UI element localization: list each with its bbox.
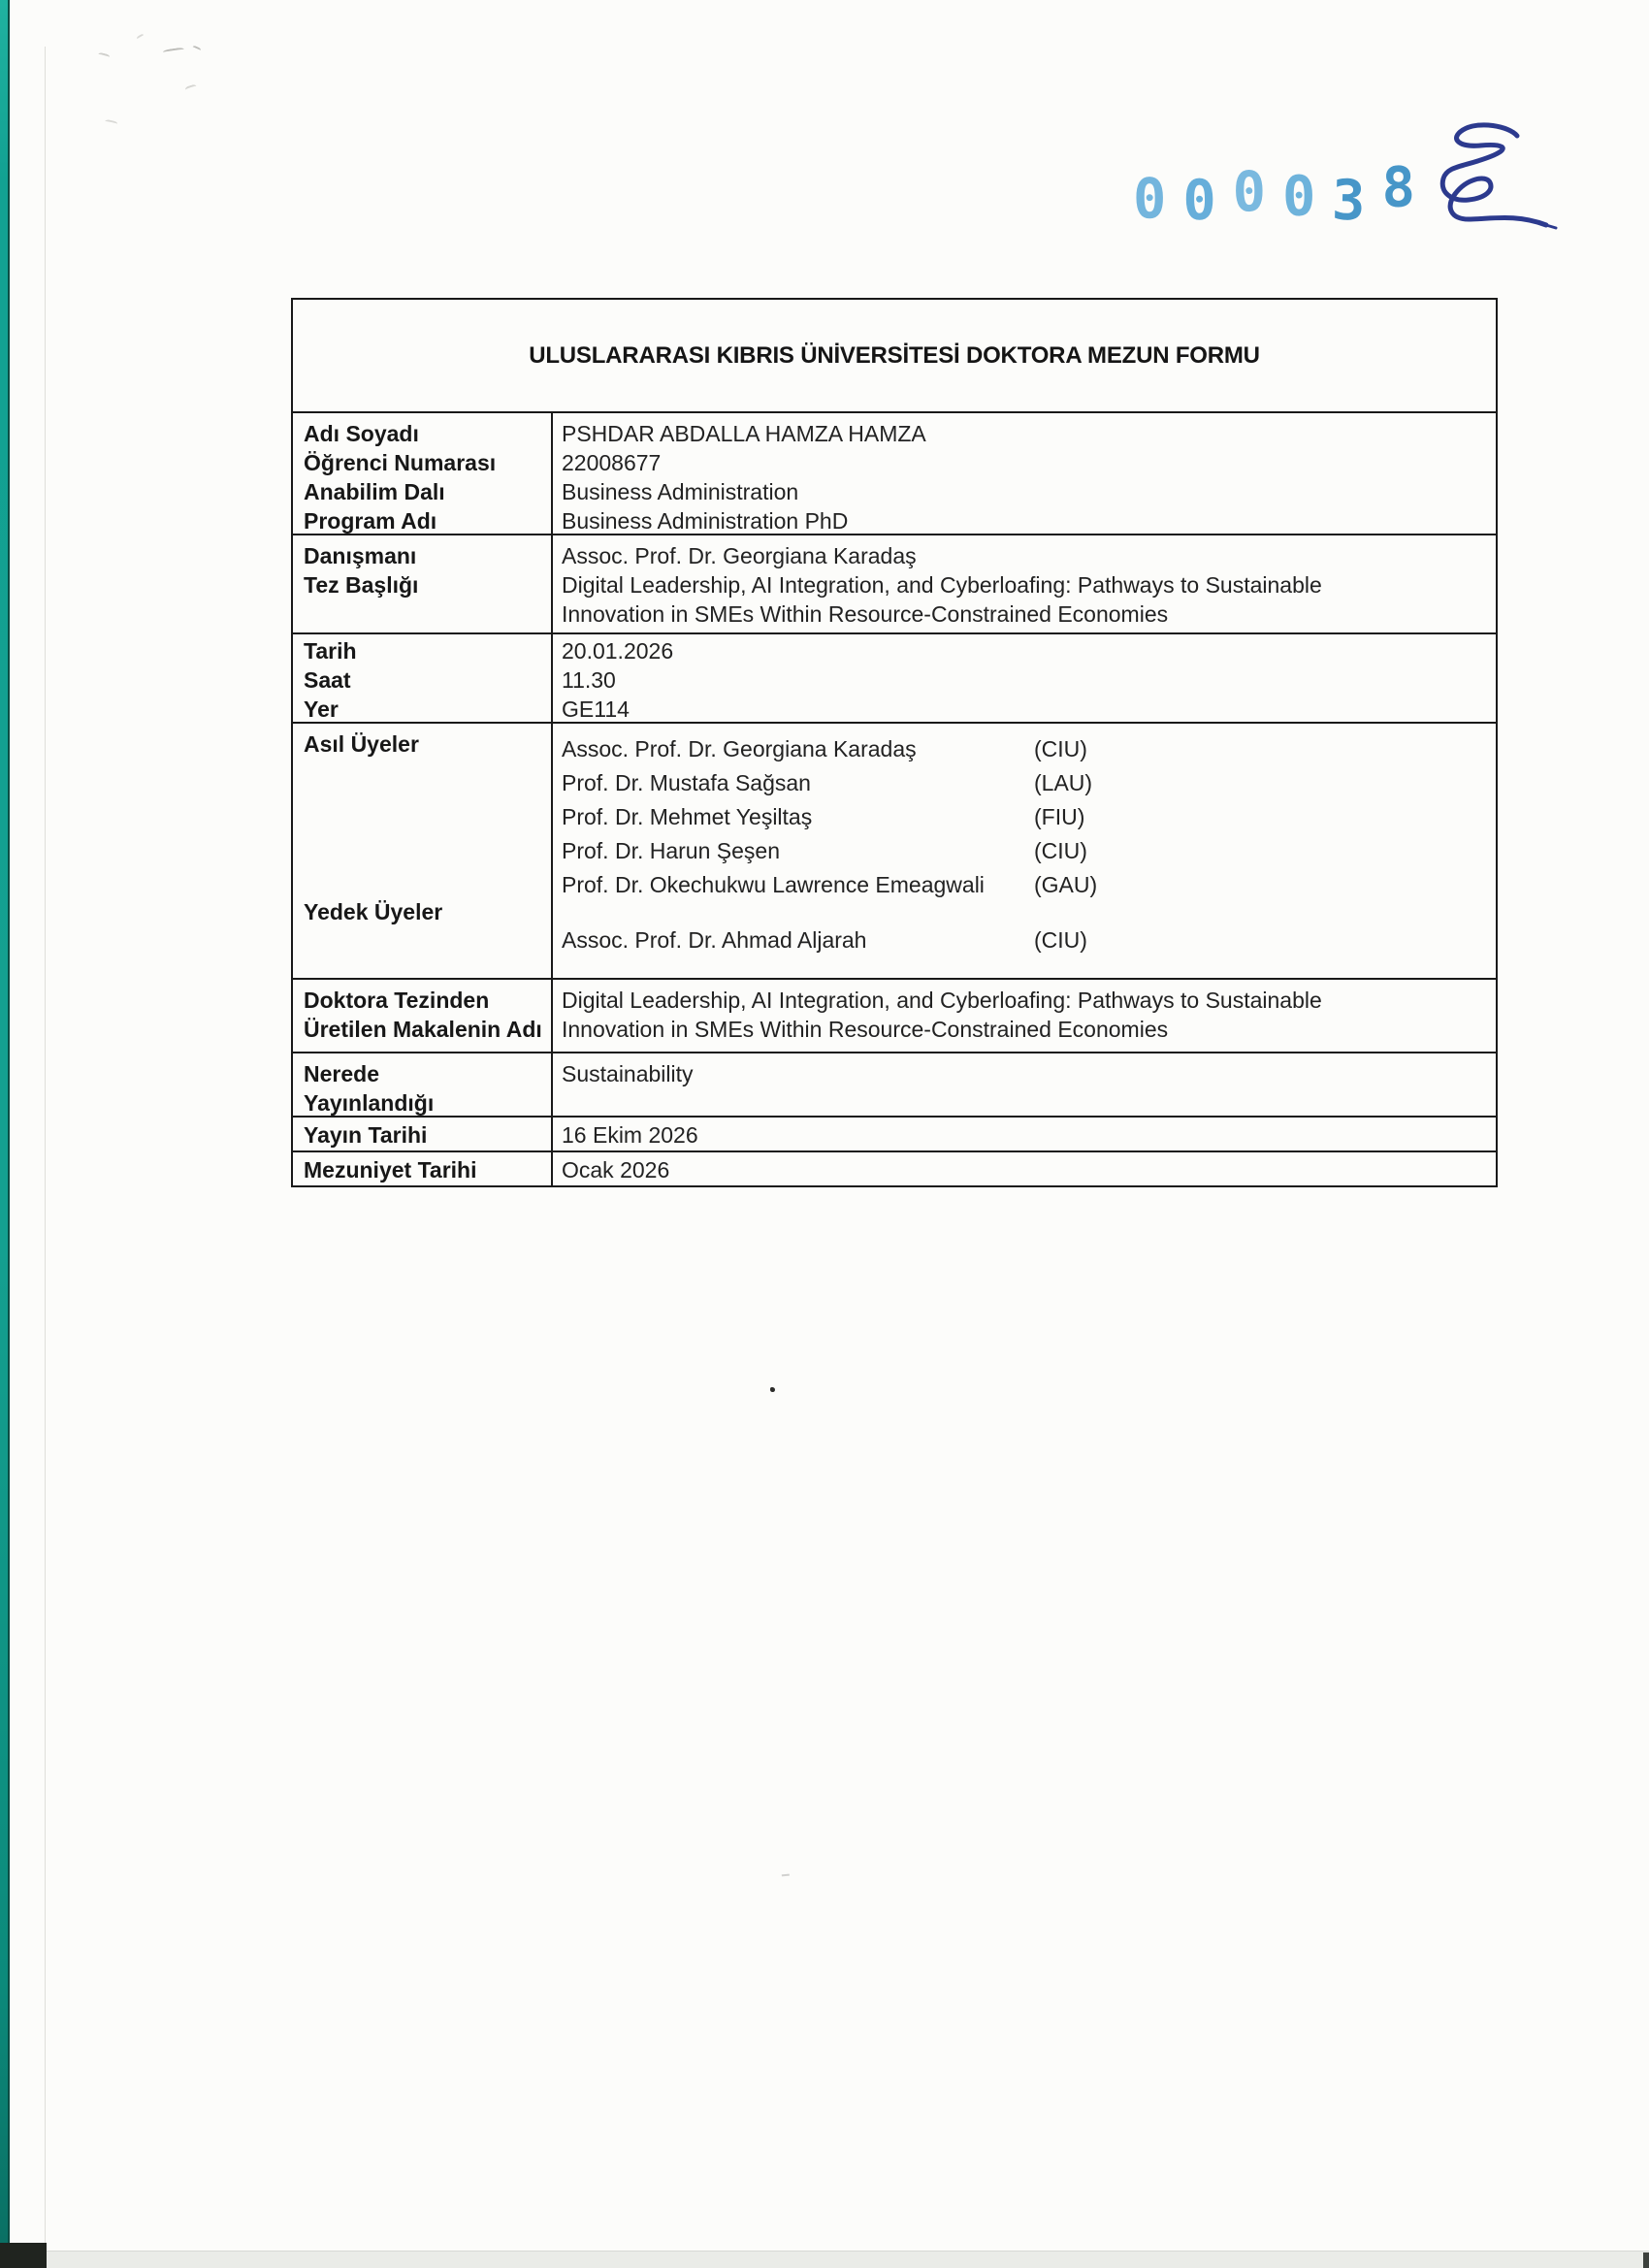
field-label: Saat (304, 667, 351, 693)
field-value: Sustainability (562, 1061, 694, 1086)
member-name: Assoc. Prof. Dr. Ahmad Aljarah (562, 927, 867, 953)
field-label: Nerede (304, 1061, 379, 1086)
committee-member (562, 732, 1488, 766)
pencil-mark (97, 52, 110, 61)
graddate-labels (293, 1152, 553, 1185)
field-label: Danışmanı (304, 543, 417, 568)
pubdate-labels (293, 1118, 553, 1150)
field-value: 22008677 (562, 450, 662, 475)
field-label: Yayınlandığı (304, 1090, 435, 1116)
substitute-member-list (562, 923, 1488, 957)
pencil-mark (163, 47, 185, 55)
field-value: 20.01.2026 (562, 638, 674, 664)
member-affiliation: (CIU) (1034, 927, 1087, 953)
row-published-where (293, 1053, 1496, 1118)
field-label: Tez Başlığı (304, 572, 419, 598)
field-value: PSHDAR ABDALLA HAMZA HAMZA (562, 421, 926, 446)
field-value: Ocak 2026 (562, 1157, 670, 1183)
committee-member-list (562, 732, 1488, 902)
substitute-member (562, 923, 1488, 957)
field-label: Asıl Üyeler (304, 731, 419, 757)
field-value: 11.30 (562, 667, 616, 693)
committee-member (562, 766, 1488, 800)
row-article-title (293, 980, 1496, 1053)
row-publication-date (293, 1118, 1496, 1152)
stamp-number: 000038 (1132, 155, 1433, 234)
field-label: Öğrenci Numarası (304, 450, 497, 475)
pubdate-values (553, 1118, 1496, 1150)
member-affiliation: (LAU) (1034, 770, 1093, 795)
handwritten-signature-icon (1408, 118, 1564, 244)
journal-labels (293, 1053, 553, 1116)
schedule-labels (293, 634, 553, 722)
field-label: Adı Soyadı (304, 421, 419, 446)
pencil-mark (105, 119, 118, 128)
field-label: Tarih (304, 638, 357, 664)
row-defense-schedule (293, 634, 1496, 724)
form-title-row (293, 300, 1496, 413)
pencil-mark (184, 83, 198, 93)
member-name: Prof. Dr. Mustafa Sağsan (562, 770, 811, 795)
ink-speck (770, 1387, 775, 1392)
field-value: Business Administration PhD (562, 508, 849, 534)
graddate-values (553, 1152, 1496, 1185)
field-value: Innovation in SMEs Within Resource-Constrained Economies (562, 1017, 1169, 1042)
advisor-thesis-labels (293, 535, 553, 632)
article-labels (293, 980, 553, 1052)
field-label: Yedek Üyeler (304, 899, 443, 924)
member-affiliation: (GAU) (1034, 872, 1098, 897)
scanner-edge-strip (0, 0, 10, 2252)
identity-values (553, 413, 1496, 534)
field-value: GE114 (562, 697, 630, 722)
pencil-mark (191, 45, 201, 52)
committee-labels (293, 724, 553, 978)
field-value: Business Administration (562, 479, 799, 504)
doctoral-graduate-form-table (291, 298, 1498, 1187)
pencil-mark (136, 33, 145, 41)
committee-member (562, 800, 1488, 834)
paper-edge-line (45, 47, 46, 2247)
scan-artifact-bottom-right (1643, 2252, 1649, 2268)
field-value: Digital Leadership, AI Integration, and Cyberloafing: Pathways to Sustainable (562, 988, 1322, 1013)
row-committee (293, 724, 1496, 980)
field-value: 16 Ekim 2026 (562, 1122, 698, 1148)
member-name: Assoc. Prof. Dr. Georgiana Karadaş (562, 736, 917, 761)
field-label: Doktora Tezinden (304, 988, 490, 1013)
committee-values (553, 724, 1496, 978)
field-value: Assoc. Prof. Dr. Georgiana Karadaş (562, 543, 917, 568)
row-identity (293, 413, 1496, 535)
scanner-corner-shadow (0, 2243, 47, 2268)
field-label: Üretilen Makalenin Adı (304, 1017, 542, 1042)
field-label: Yer (304, 697, 339, 722)
committee-member (562, 834, 1488, 868)
schedule-values (553, 634, 1496, 722)
field-value: Innovation in SMEs Within Resource-Constrained Economies (562, 601, 1169, 627)
field-value: Digital Leadership, AI Integration, and Cyberloafing: Pathways to Sustainable (562, 572, 1322, 598)
row-graduation-date (293, 1152, 1496, 1185)
member-affiliation: (CIU) (1034, 736, 1087, 761)
committee-member (562, 868, 1488, 902)
field-label: Mezuniyet Tarihi (304, 1157, 477, 1183)
journal-values (553, 1053, 1496, 1116)
field-label: Program Adı (304, 508, 437, 534)
advisor-thesis-values (553, 535, 1496, 632)
article-values (553, 980, 1496, 1052)
ink-speck (782, 1874, 790, 1880)
form-title: ULUSLARARASI KIBRIS ÜNİVERSİTESİ DOKTORA MEZUN FORMU (529, 341, 1260, 369)
member-name: Prof. Dr. Okechukwu Lawrence Emeagwali (562, 872, 985, 897)
member-affiliation: (FIU) (1034, 804, 1085, 829)
field-label: Anabilim Dalı (304, 479, 445, 504)
member-name: Prof. Dr. Mehmet Yeşiltaş (562, 804, 813, 829)
identity-labels (293, 413, 553, 534)
row-advisor-thesis (293, 535, 1496, 634)
field-label: Yayın Tarihi (304, 1122, 428, 1148)
scanner-bottom-edge (0, 2251, 1649, 2268)
member-name: Prof. Dr. Harun Şeşen (562, 838, 780, 863)
member-affiliation: (CIU) (1034, 838, 1087, 863)
